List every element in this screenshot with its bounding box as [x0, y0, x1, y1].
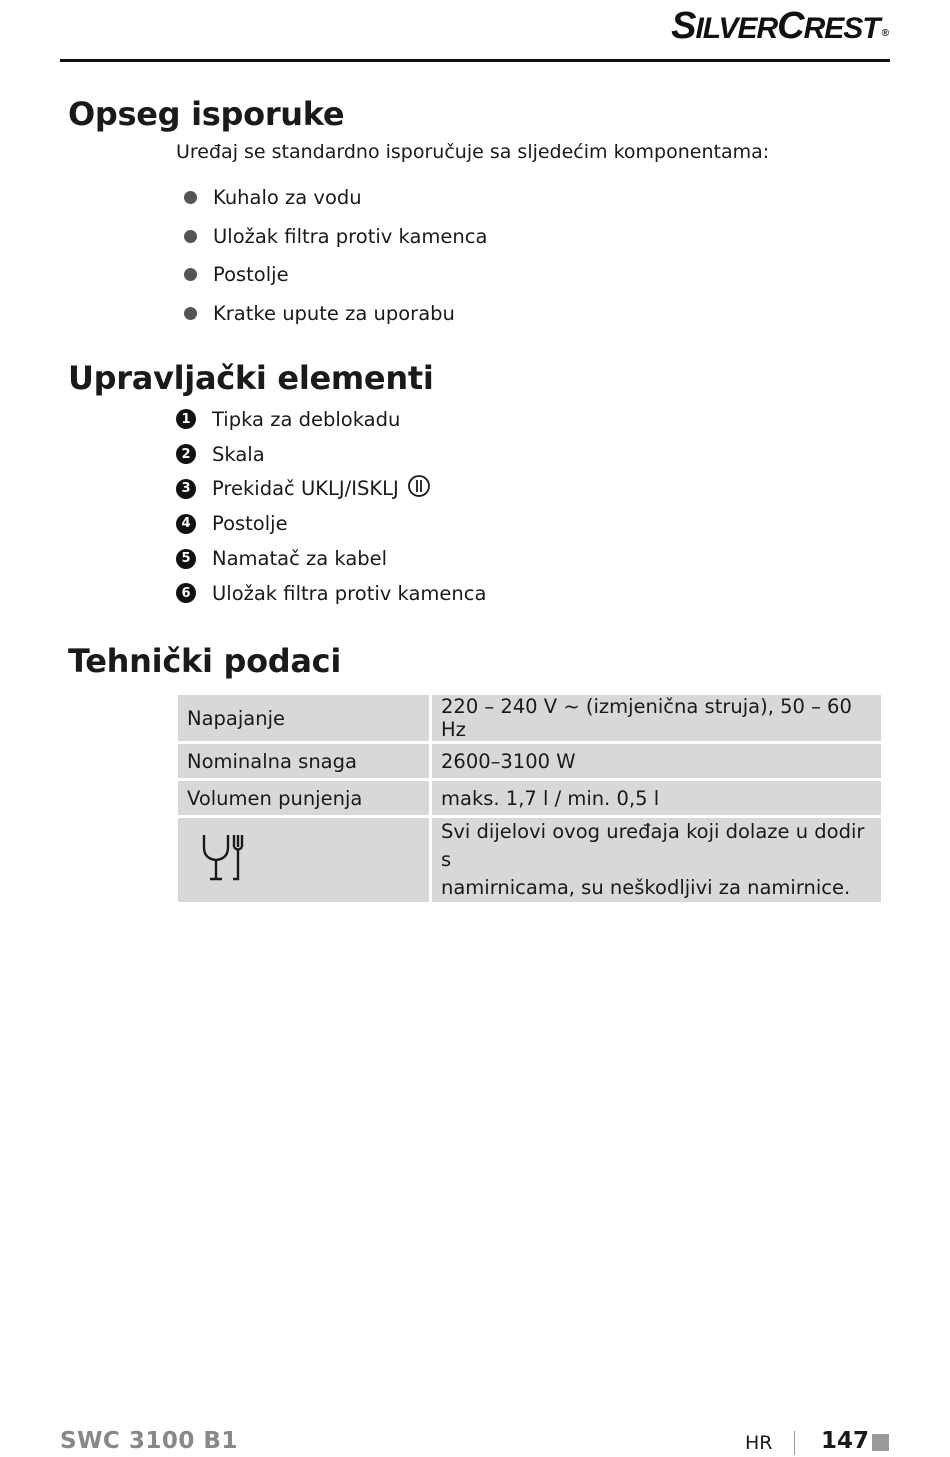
bullet-icon: [184, 307, 197, 320]
list-item: 3 Prekidač UKLJ/ISKLJ: [176, 472, 486, 507]
language-code: HR: [745, 1432, 773, 1454]
food-safe-cell: [178, 818, 432, 902]
list-item: 5 Namatač za kabel: [176, 541, 486, 576]
power-switch-icon: [407, 474, 431, 503]
list-item: 2 Skala: [176, 437, 486, 472]
model-number: SWC 3100 B1: [60, 1428, 238, 1454]
table-row: [178, 695, 881, 741]
list-item: Postolje: [176, 255, 487, 294]
scope-intro: Uređaj se standardno isporučuje sa sljedećim komponentama:: [176, 141, 770, 163]
table-row: [178, 781, 881, 815]
food-safe-text: Svi dijelovi ovog uređaja koji dolaze u dodir s namirnicama, su neškodljivi za namirnice.: [432, 818, 881, 902]
table-row: [178, 744, 881, 778]
list-item: Uložak filtra protiv kamenca: [176, 217, 487, 256]
bullet-icon: [184, 230, 197, 243]
number-badge: 4: [176, 514, 196, 534]
bullet-icon: [184, 268, 197, 281]
list-item: 1 Tipka za deblokadu: [176, 402, 486, 437]
section-title-scope: Opseg isporuke: [68, 95, 345, 133]
brand-logo: SILVERCREST ®: [671, 5, 888, 47]
number-badge: 3: [176, 479, 196, 499]
list-item: 4 Postolje: [176, 506, 486, 541]
spec-value: 220 – 240 V ~ (izmjenična struja), 50 – 60 Hz: [432, 695, 881, 741]
table-row: [178, 818, 881, 902]
header-rule: [60, 59, 890, 62]
controls-list: [176, 402, 486, 611]
number-badge: 1: [176, 409, 196, 429]
spec-value: maks. 1,7 l / min. 0,5 l: [432, 781, 881, 815]
bullet-icon: [184, 191, 197, 204]
spec-key: Volumen punjenja: [178, 781, 432, 815]
list-item: 6 Uložak filtra protiv kamenca: [176, 576, 486, 611]
spec-table: [178, 692, 881, 905]
spec-value: 2600–3100 W: [432, 744, 881, 778]
section-title-controls: Upravljački elementi: [68, 359, 434, 397]
number-badge: 6: [176, 583, 196, 603]
footer-divider: [794, 1431, 795, 1455]
number-badge: 2: [176, 444, 196, 464]
list-item: Kuhalo za vodu: [176, 178, 487, 217]
spec-key: Napajanje: [178, 695, 432, 741]
food-safe-icon: [201, 833, 247, 888]
list-item: Kratke upute za uporabu: [176, 294, 487, 333]
scope-list: [176, 178, 487, 333]
page-number: 147: [821, 1428, 870, 1454]
square-marker-icon: [872, 1434, 889, 1451]
number-badge: 5: [176, 549, 196, 569]
spec-key: Nominalna snaga: [178, 744, 432, 778]
section-title-specs: Tehnički podaci: [68, 642, 342, 680]
